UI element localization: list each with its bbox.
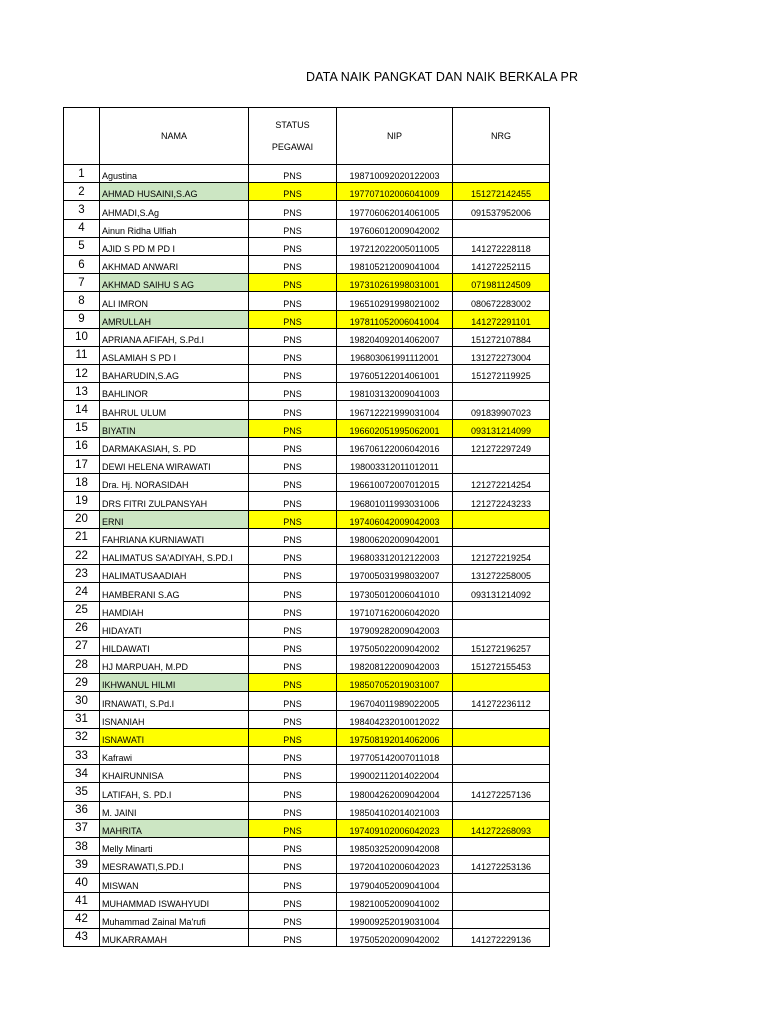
header-no [64,108,100,165]
row-number[interactable]: 37 [64,819,100,837]
row-nama[interactable]: Dra. Hj. NORASIDAH [100,474,249,492]
row-nama[interactable]: DRS FITRI ZULPANSYAH [100,492,249,510]
row-number[interactable]: 15 [64,419,100,437]
row-number[interactable]: 8 [64,292,100,310]
row-status[interactable]: PNS [249,474,337,492]
document-title: DATA NAIK PANGKAT DAN NAIK BERKALA PR [306,70,579,84]
header-nama: NAMA [100,108,249,165]
row-nrg[interactable]: 121272243233 [453,492,550,510]
table-row [64,492,550,510]
row-nrg[interactable]: 093131214092 [453,583,550,601]
row-status[interactable]: PNS [249,928,337,946]
row-status[interactable]: PNS [249,274,337,292]
row-number[interactable]: 1 [64,165,100,183]
row-status[interactable]: PNS [249,892,337,910]
row-nama[interactable]: LATIFAH, S. PD.I [100,783,249,801]
row-nip[interactable]: 198210052009041002 [337,892,453,910]
row-nip[interactable]: 198004262009042004 [337,783,453,801]
table-row [64,237,550,255]
employee-table [63,107,550,947]
row-nip[interactable]: 198103132009041003 [337,383,453,401]
row-nama[interactable]: AHMAD HUSAINI,S.AG [100,183,249,201]
table-row [64,728,550,746]
row-number[interactable]: 20 [64,510,100,528]
row-nama[interactable]: AKHMAD ANWARI [100,255,249,273]
row-nip[interactable]: 197705142007011018 [337,747,453,765]
row-nama[interactable]: BIYATIN [100,419,249,437]
row-nrg[interactable] [453,674,550,692]
row-number[interactable]: 43 [64,928,100,946]
row-nip[interactable]: 196706122006042016 [337,437,453,455]
row-number[interactable]: 34 [64,765,100,783]
table-row [64,928,550,946]
row-nama[interactable]: MAHRITA [100,819,249,837]
row-status[interactable]: PNS [249,383,337,401]
row-number[interactable]: 25 [64,601,100,619]
row-nrg[interactable] [453,765,550,783]
row-nip[interactable]: 197605122014061001 [337,365,453,383]
row-number[interactable]: 26 [64,619,100,637]
row-nip[interactable]: 197811052006041004 [337,310,453,328]
row-number[interactable]: 11 [64,346,100,364]
row-nama[interactable]: HAMDIAH [100,601,249,619]
row-status[interactable]: PNS [249,401,337,419]
row-number[interactable]: 5 [64,237,100,255]
row-status[interactable]: PNS [249,765,337,783]
table-row [64,401,550,419]
row-nip[interactable]: 196602051995062001 [337,419,453,437]
table-row [64,656,550,674]
row-status[interactable]: PNS [249,728,337,746]
row-status[interactable]: PNS [249,674,337,692]
row-status[interactable]: PNS [249,183,337,201]
table-row [64,765,550,783]
row-number[interactable]: 9 [64,310,100,328]
row-nama[interactable]: DEWI HELENA WIRAWATI [100,456,249,474]
table-row [64,274,550,292]
row-nama[interactable]: BAHRUL ULUM [100,401,249,419]
table-row [64,383,550,401]
row-nip[interactable]: 197706062014061005 [337,201,453,219]
row-nama[interactable]: HIDAYATI [100,619,249,637]
table-row [64,456,550,474]
header-nip: NIP [337,108,453,165]
row-nama[interactable]: KHAIRUNNISA [100,765,249,783]
row-nrg[interactable]: 141272236112 [453,692,550,710]
row-status[interactable]: PNS [249,492,337,510]
row-nrg[interactable] [453,601,550,619]
row-status[interactable]: PNS [249,874,337,892]
row-number[interactable]: 35 [64,783,100,801]
row-nrg[interactable] [453,510,550,528]
row-number[interactable]: 36 [64,801,100,819]
row-status[interactable]: PNS [249,601,337,619]
row-nrg[interactable] [453,528,550,546]
row-number[interactable]: 41 [64,892,100,910]
row-status[interactable]: PNS [249,583,337,601]
row-nip[interactable]: 197508192014062006 [337,728,453,746]
row-nrg[interactable] [453,710,550,728]
row-nrg[interactable]: 080672283002 [453,292,550,310]
row-nama[interactable]: AJID S PD M PD I [100,237,249,255]
row-nrg[interactable]: 151272119925 [453,365,550,383]
row-number[interactable]: 6 [64,255,100,273]
table-row [64,419,550,437]
row-nrg[interactable]: 151272107884 [453,328,550,346]
row-nama[interactable]: Agustina [100,165,249,183]
row-nip[interactable]: 197409102006042023 [337,819,453,837]
table-row [64,565,550,583]
row-nrg[interactable] [453,219,550,237]
table-row [64,801,550,819]
row-nip[interactable]: 197305012006041010 [337,583,453,601]
table-row [64,583,550,601]
row-nip[interactable]: 198006202009042001 [337,528,453,546]
row-nip[interactable]: 198204092014062007 [337,328,453,346]
row-number[interactable]: 2 [64,183,100,201]
row-nip[interactable]: 196712221999031004 [337,401,453,419]
row-nip[interactable]: 197406042009042003 [337,510,453,528]
row-nrg[interactable]: 141272228118 [453,237,550,255]
table-row [64,910,550,928]
row-status[interactable]: PNS [249,710,337,728]
row-nama[interactable]: AHMADI,S.Ag [100,201,249,219]
row-nip[interactable]: 197212022005011005 [337,237,453,255]
row-nama[interactable]: ERNI [100,510,249,528]
table-row [64,747,550,765]
row-number[interactable]: 7 [64,274,100,292]
row-nrg[interactable]: 141272253136 [453,856,550,874]
row-nrg[interactable]: 121272219254 [453,546,550,564]
header-nrg: NRG [453,108,550,165]
table-row [64,328,550,346]
table-row [64,637,550,655]
row-status[interactable]: PNS [249,910,337,928]
row-nip[interactable]: 197505022009042002 [337,637,453,655]
row-nama[interactable]: IKHWANUL HILMI [100,674,249,692]
row-status[interactable]: PNS [249,546,337,564]
row-nip[interactable]: 196704011989022005 [337,692,453,710]
row-status[interactable]: PNS [249,528,337,546]
table-row [64,292,550,310]
table-header-row [64,108,550,165]
row-status[interactable]: PNS [249,419,337,437]
row-nrg[interactable]: 071981124509 [453,274,550,292]
row-nama[interactable]: ISNAWATI [100,728,249,746]
table-row [64,874,550,892]
row-nama[interactable]: M. JAINI [100,801,249,819]
row-nrg[interactable] [453,383,550,401]
table-row [64,528,550,546]
row-nama[interactable]: ALI IMRON [100,292,249,310]
row-nrg[interactable]: 121272297249 [453,437,550,455]
row-nip[interactable]: 199002112014022004 [337,765,453,783]
row-number[interactable]: 21 [64,528,100,546]
table-row [64,674,550,692]
row-nama[interactable]: ISNANIAH [100,710,249,728]
row-number[interactable]: 28 [64,656,100,674]
table-row [64,837,550,855]
row-status[interactable]: PNS [249,747,337,765]
row-nrg[interactable] [453,801,550,819]
row-nama[interactable]: MISWAN [100,874,249,892]
row-number[interactable]: 10 [64,328,100,346]
table-row [64,201,550,219]
row-status[interactable]: PNS [249,292,337,310]
row-status[interactable]: PNS [249,165,337,183]
row-number[interactable]: 30 [64,692,100,710]
row-nrg[interactable]: 091537952006 [453,201,550,219]
row-nrg[interactable]: 121272214254 [453,474,550,492]
row-status[interactable]: PNS [249,346,337,364]
row-status[interactable]: PNS [249,328,337,346]
table-row [64,546,550,564]
row-nama[interactable]: BAHLINOR [100,383,249,401]
row-nrg[interactable]: 141272252115 [453,255,550,273]
row-nrg[interactable] [453,747,550,765]
row-nip[interactable]: 197909282009042003 [337,619,453,637]
table-row [64,183,550,201]
row-status[interactable]: PNS [249,637,337,655]
row-nama[interactable]: DARMAKASIAH, S. PD [100,437,249,455]
row-nip[interactable]: 198208122009042003 [337,656,453,674]
row-nip[interactable]: 196510291998021002 [337,292,453,310]
row-nama[interactable]: HILDAWATI [100,637,249,655]
table-row [64,346,550,364]
row-nrg[interactable]: 151272155453 [453,656,550,674]
row-nip[interactable]: 198105212009041004 [337,255,453,273]
row-number[interactable]: 22 [64,546,100,564]
row-status[interactable]: PNS [249,437,337,455]
row-nama[interactable]: Muhammad Zainal Ma'rufi [100,910,249,928]
table-row [64,601,550,619]
table-row [64,892,550,910]
row-nip[interactable]: 197606012009042002 [337,219,453,237]
row-number[interactable]: 23 [64,565,100,583]
row-nama[interactable]: HALIMATUS SA'ADIYAH, S.PD.I [100,546,249,564]
row-nama[interactable]: Kafrawi [100,747,249,765]
row-nrg[interactable] [453,728,550,746]
table-row [64,692,550,710]
header-status-line1: STATUS [275,120,310,130]
row-nip[interactable]: 197204102006042023 [337,856,453,874]
row-nip[interactable]: 196803312012122003 [337,546,453,564]
row-nip[interactable]: 197005031998032007 [337,565,453,583]
row-nip[interactable]: 198710092020122003 [337,165,453,183]
row-number[interactable]: 38 [64,837,100,855]
table-row [64,783,550,801]
row-nama[interactable]: ASLAMIAH S PD I [100,346,249,364]
table-row [64,710,550,728]
row-nama[interactable]: MESRAWATI,S.PD.I [100,856,249,874]
row-nrg[interactable] [453,874,550,892]
row-nip[interactable]: 198504102014021003 [337,801,453,819]
row-number[interactable]: 14 [64,401,100,419]
row-number[interactable]: 40 [64,874,100,892]
row-number[interactable]: 33 [64,747,100,765]
header-status-line2: PEGAWAI [271,142,314,152]
row-status[interactable]: PNS [249,510,337,528]
row-nip[interactable]: 198404232010012022 [337,710,453,728]
row-number[interactable]: 3 [64,201,100,219]
row-status[interactable]: PNS [249,365,337,383]
row-nama[interactable]: MUHAMMAD ISWAHYUDI [100,892,249,910]
row-number[interactable]: 29 [64,674,100,692]
row-nrg[interactable]: 131272273004 [453,346,550,364]
row-nrg[interactable] [453,619,550,637]
table-row [64,510,550,528]
table-row [64,437,550,455]
row-status[interactable]: PNS [249,565,337,583]
row-status[interactable]: PNS [249,783,337,801]
row-number[interactable]: 12 [64,365,100,383]
row-status[interactable]: PNS [249,819,337,837]
row-nama[interactable]: MUKARRAMAH [100,928,249,946]
row-nip[interactable]: 196610072007012015 [337,474,453,492]
row-nip[interactable]: 198003312011012011 [337,456,453,474]
row-nip[interactable]: 197707102006041009 [337,183,453,201]
row-nama[interactable]: AMRULLAH [100,310,249,328]
row-nrg[interactable]: 093131214099 [453,419,550,437]
row-number[interactable]: 16 [64,437,100,455]
row-nama[interactable]: FAHRIANA KURNIAWATI [100,528,249,546]
table-row [64,365,550,383]
row-nip[interactable]: 196801011993031006 [337,492,453,510]
row-number[interactable]: 17 [64,456,100,474]
row-nip[interactable]: 198503252009042008 [337,837,453,855]
row-number[interactable]: 24 [64,583,100,601]
row-status[interactable]: PNS [249,656,337,674]
row-nama[interactable]: HALIMATUSAADIAH [100,565,249,583]
header-status [249,108,337,165]
table-row [64,819,550,837]
row-number[interactable]: 31 [64,710,100,728]
row-nrg[interactable]: 141272268093 [453,819,550,837]
row-nrg[interactable] [453,837,550,855]
row-nip[interactable]: 197505202009042002 [337,928,453,946]
table-row [64,255,550,273]
row-nama[interactable]: HJ MARPUAH, M.PD [100,656,249,674]
row-status[interactable]: PNS [249,856,337,874]
table-row [64,310,550,328]
row-nrg[interactable] [453,165,550,183]
table-row [64,165,550,183]
row-nrg[interactable]: 151272142455 [453,183,550,201]
row-status[interactable]: PNS [249,237,337,255]
table-row [64,474,550,492]
table-row [64,856,550,874]
row-status[interactable]: PNS [249,201,337,219]
row-status[interactable]: PNS [249,692,337,710]
row-status[interactable]: PNS [249,219,337,237]
row-nama[interactable]: IRNAWATI, S.Pd.I [100,692,249,710]
row-nip[interactable]: 197107162006042020 [337,601,453,619]
row-status[interactable]: PNS [249,801,337,819]
row-nama[interactable]: AKHMAD SAIHU S AG [100,274,249,292]
row-number[interactable]: 4 [64,219,100,237]
row-nrg[interactable]: 141272229136 [453,928,550,946]
row-nama[interactable]: HAMBERANI S.AG [100,583,249,601]
row-nip[interactable]: 197904052009041004 [337,874,453,892]
row-number[interactable]: 13 [64,383,100,401]
row-nrg[interactable]: 091839907023 [453,401,550,419]
row-nama[interactable]: Melly Minarti [100,837,249,855]
table-row [64,219,550,237]
row-nip[interactable]: 197310261998031001 [337,274,453,292]
row-number[interactable]: 18 [64,474,100,492]
row-nrg[interactable]: 151272196257 [453,637,550,655]
row-status[interactable]: PNS [249,456,337,474]
row-nip[interactable]: 198507052019031007 [337,674,453,692]
row-number[interactable]: 32 [64,728,100,746]
row-status[interactable]: PNS [249,619,337,637]
row-nama[interactable]: APRIANA AFIFAH, S.Pd.I [100,328,249,346]
row-nama[interactable]: BAHARUDIN,S.AG [100,365,249,383]
row-status[interactable]: PNS [249,310,337,328]
row-number[interactable]: 27 [64,637,100,655]
row-nrg[interactable] [453,456,550,474]
row-nrg[interactable] [453,892,550,910]
row-nama[interactable]: Ainun Ridha Ulfiah [100,219,249,237]
row-nrg[interactable] [453,910,550,928]
row-status[interactable]: PNS [249,255,337,273]
row-number[interactable]: 42 [64,910,100,928]
row-number[interactable]: 39 [64,856,100,874]
row-nip[interactable]: 199009252019031004 [337,910,453,928]
row-nrg[interactable]: 131272258005 [453,565,550,583]
row-nip[interactable]: 196803061991112001 [337,346,453,364]
row-nrg[interactable]: 141272291101 [453,310,550,328]
table-row [64,619,550,637]
row-status[interactable]: PNS [249,837,337,855]
row-number[interactable]: 19 [64,492,100,510]
row-nrg[interactable]: 141272257136 [453,783,550,801]
